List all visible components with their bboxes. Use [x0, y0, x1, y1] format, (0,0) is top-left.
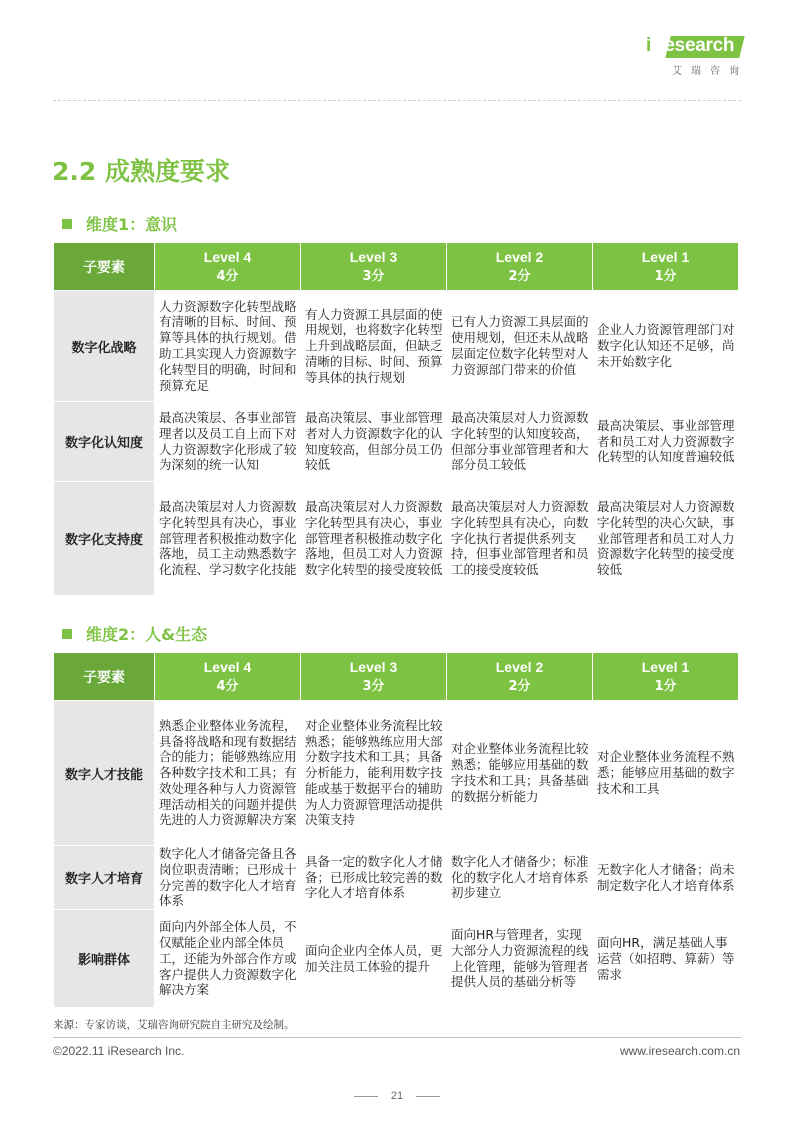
- dimension1-title: 维度1：意识: [86, 215, 178, 234]
- table-row: [54, 482, 739, 596]
- iresearch-logo: [646, 34, 748, 77]
- header-level-1: [593, 653, 739, 701]
- table-cell: 最高决策层对人力资源数字化转型具有决心，事业部管理者积极推动数字化落地，员工主动熟悉数字化流程、学习数字化技能: [155, 482, 301, 596]
- table-cell: 面向HR与管理者，实现大部分人力资源流程的线上化管理，能够为管理者提供人员的基础分析等: [447, 910, 593, 1008]
- row-label: 数字化支持度: [54, 482, 155, 596]
- table-cell: 面向企业内全体人员，更加关注员工体验的提升: [301, 910, 447, 1008]
- logo-subtitle: 艾瑞咨询: [672, 66, 748, 77]
- page-number: [354, 1090, 440, 1102]
- level-points: 1分: [654, 678, 677, 694]
- table-row: [54, 701, 739, 846]
- row-label: 数字化认知度: [54, 402, 155, 482]
- table-row: [54, 402, 739, 482]
- level-points: 2分: [508, 678, 531, 694]
- logo-wordmark: [646, 35, 734, 57]
- header-level-2: [447, 653, 593, 701]
- level-label: Level 3: [349, 248, 398, 265]
- table-cell: 面向HR，满足基础人事运营（如招聘、算薪）等需求: [593, 910, 739, 1008]
- level-label: Level 2: [495, 658, 544, 675]
- table-cell: 对企业整体业务流程比较熟悉；能够应用基础的数字技术和工具；具备基础的数据分析能力: [447, 701, 593, 846]
- dimension2-heading: [62, 622, 207, 645]
- level-label: Level 4: [203, 658, 252, 675]
- table-cell: 最高决策层、事业部管理者和员工对人力资源数字化转型的认知度普遍较低: [593, 402, 739, 482]
- table-cell: 最高决策层对人力资源数字化转型具有决心，事业部管理者积极推动数字化落地，但员工对人力资源数字化转型的接受度较低: [301, 482, 447, 596]
- level-points: 4分: [216, 268, 239, 284]
- table-cell: 数字化人才储备少；标准化的数字化人才培育体系初步建立: [447, 846, 593, 910]
- table-cell: 最高决策层对人力资源数字化转型的认知度较高，但部分事业部管理者和大部分员工较低: [447, 402, 593, 482]
- bullet-square-icon: [62, 219, 72, 229]
- table-cell: 已有人力资源工具层面的使用规划，但还未从战略层面定位数字化转型对人力资源部门带来的价值: [447, 291, 593, 402]
- logo-i: i: [646, 35, 651, 56]
- level-label: Level 1: [641, 658, 690, 675]
- table-row: [54, 910, 739, 1008]
- row-label: 影响群体: [54, 910, 155, 1008]
- section-title: 2.2 成熟度要求: [52, 157, 230, 186]
- level-label: Level 4: [203, 248, 252, 265]
- header-subelement: 子要素: [54, 653, 155, 701]
- page-dash-right: [416, 1096, 440, 1097]
- table-cell: 有人力资源工具层面的使用规划，也将数字化转型上升到战略层面，但缺乏清晰的目标、时间、预算等具体的执行规划: [301, 291, 447, 402]
- page-dash-left: [354, 1096, 378, 1097]
- header-level-2: [447, 243, 593, 291]
- table-cell: 最高决策层对人力资源数字化转型具有决心，向数字化执行者提供系列支持，但事业部管理者和员工的接受度较低: [447, 482, 593, 596]
- dimension2-title: 维度2：人&生态: [86, 625, 208, 644]
- table-cell: 人力资源数字化转型战略有清晰的目标、时间、预算等具体的执行规划。借助工具实现人力资源数字化转型目的明确，时间和预算充足: [155, 291, 301, 402]
- logo-research: Research: [650, 35, 735, 56]
- header-level-3: [301, 653, 447, 701]
- row-label: 数字化战略: [54, 291, 155, 402]
- table-cell: 最高决策层对人力资源数字化转型的决心欠缺，事业部管理者和员工对人力资源数字化转型的接受度较低: [593, 482, 739, 596]
- table-cell: 数字化人才储备完备且各岗位职责清晰；已形成十分完善的数字化人才培育体系: [155, 846, 301, 910]
- header-level-1: [593, 243, 739, 291]
- header-subelement: 子要素: [54, 243, 155, 291]
- header-divider: [53, 100, 741, 101]
- dimension2-table: [53, 652, 739, 1008]
- source-note: 来源：专家访谈，艾瑞咨询研究院自主研究及绘制。: [53, 1019, 295, 1031]
- website-link[interactable]: www.iresearch.com.cn: [619, 1044, 740, 1058]
- table-cell: 最高决策层、事业部管理者对人力资源数字化的认知度较高，但部分员工仍较低: [301, 402, 447, 482]
- dimension1-heading: [62, 212, 177, 235]
- header-level-4: [155, 653, 301, 701]
- table-header-row: [54, 243, 739, 291]
- table-cell: 最高决策层、各事业部管理者以及员工自上而下对人力资源数字化形成了较为深刻的统一认知: [155, 402, 301, 482]
- table-header-row: [54, 653, 739, 701]
- level-points: 2分: [508, 268, 531, 284]
- page-number-text: 21: [390, 1090, 404, 1102]
- table-row: [54, 291, 739, 402]
- table-cell: 企业人力资源管理部门对数字化认知还不足够，尚未开始数字化: [593, 291, 739, 402]
- level-points: 3分: [362, 268, 385, 284]
- table-cell: 对企业整体业务流程不熟悉；能够应用基础的数字技术和工具: [593, 701, 739, 846]
- footer-divider: [53, 1037, 741, 1038]
- table-cell: 面向内外部全体人员，不仅赋能企业内部全体员工，还能为外部合作方或客户提供人力资源数字化解决方案: [155, 910, 301, 1008]
- header-level-4: [155, 243, 301, 291]
- copyright: ©2022.11 iResearch Inc.: [53, 1044, 185, 1058]
- table-cell: 熟悉企业整体业务流程，具备将战略和现有数据结合的能力；能够熟练应用各种数字技术和工具；有效处理各种与人力资源管理活动相关的问题并提供先进的人力资源解决方案: [155, 701, 301, 846]
- level-label: Level 1: [641, 248, 690, 265]
- header-level-3: [301, 243, 447, 291]
- table-cell: 对企业整体业务流程比较熟悉；能够熟练应用大部分数字技术和工具；具备分析能力，能利用数字技能或基于数据平台的辅助为人力资源管理活动提供决策支持: [301, 701, 447, 846]
- level-label: Level 3: [349, 658, 398, 675]
- level-points: 4分: [216, 678, 239, 694]
- row-label: 数字人才培育: [54, 846, 155, 910]
- table-cell: 具备一定的数字化人才储备；已形成比较完善的数字化人才培育体系: [301, 846, 447, 910]
- level-points: 3分: [362, 678, 385, 694]
- dimension1-table: [53, 242, 739, 596]
- level-label: Level 2: [495, 248, 544, 265]
- table-row: [54, 846, 739, 910]
- bullet-square-icon: [62, 629, 72, 639]
- row-label: 数字人才技能: [54, 701, 155, 846]
- table-cell: 无数字化人才储备；尚未制定数字化人才培育体系: [593, 846, 739, 910]
- level-points: 1分: [654, 268, 677, 284]
